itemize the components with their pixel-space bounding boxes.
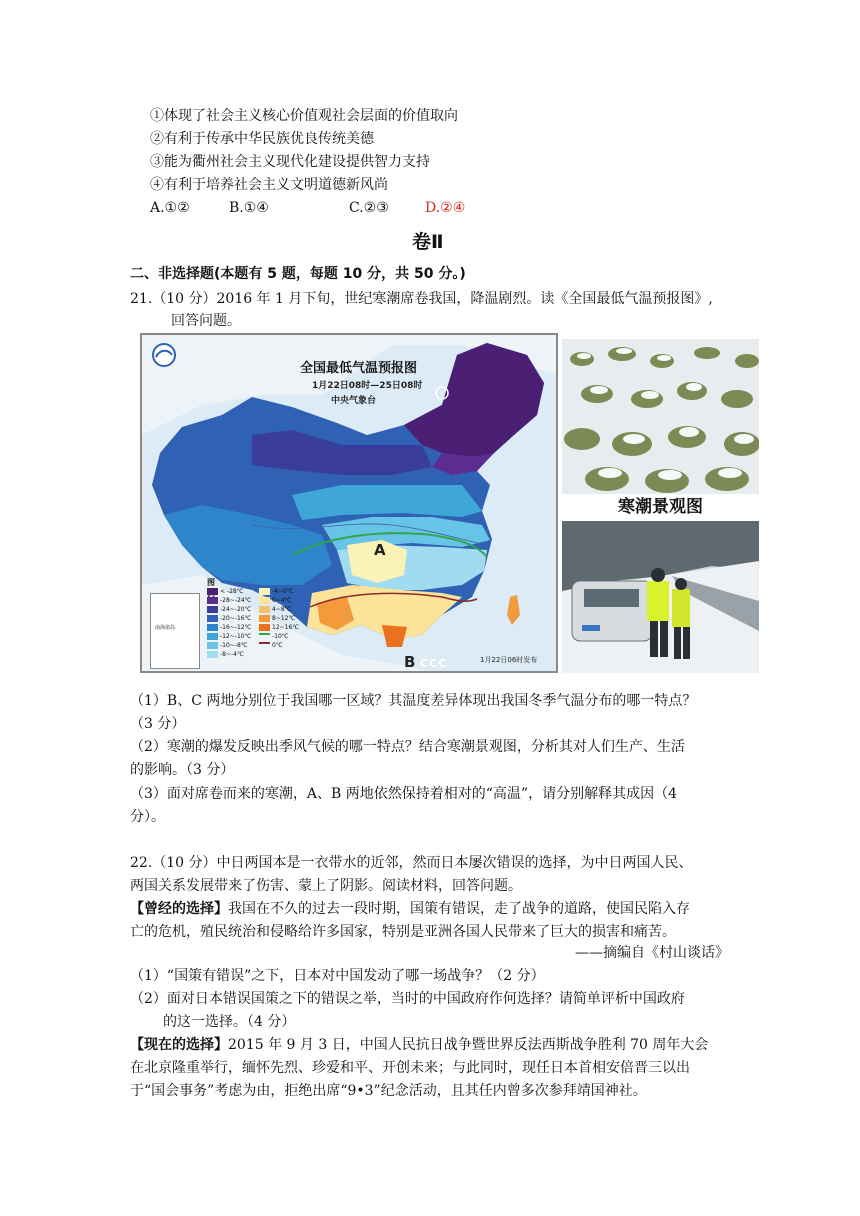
legend-item — [207, 606, 251, 614]
legend-line-swatch — [259, 633, 270, 635]
legend-item — [259, 606, 291, 614]
legend-label: -16~-12℃ — [220, 624, 252, 631]
option-3: ③能为衢州社会主义现代化建设提供智力支持 — [150, 154, 430, 170]
legend-color-swatch — [207, 642, 218, 649]
map-title: 全国最低气温预报图 — [300, 361, 418, 376]
q22-material1-line1 — [130, 899, 690, 919]
q21-sub2-line1: （2）寒潮的爆发反映出季风气候的哪一特点？结合寒潮景观图，分析其对人们生产、生活 — [130, 739, 685, 755]
option-4: ④有利于培养社会主义文明道德新风尚 — [150, 177, 388, 193]
q22-intro-line2: 两国关系发展带来了伤害、蒙上了阴影。阅读材料，回答问题。 — [130, 878, 522, 894]
legend-item — [259, 624, 299, 632]
legend-color-swatch — [207, 633, 218, 640]
legend-color-swatch — [259, 588, 270, 595]
q21-sub1-line2: （3 分） — [130, 716, 186, 732]
legend-item — [207, 633, 251, 641]
legend-label: -10~-8℃ — [220, 642, 248, 649]
legend-label: -10℃ — [272, 633, 289, 640]
material2-tag: 【现在的选择】 — [130, 1037, 228, 1053]
legend-color-swatch — [207, 624, 218, 631]
option-2: ②有利于传承中华民族优良传统美德 — [150, 131, 374, 147]
legend-item — [207, 588, 243, 596]
map-label-b: B — [404, 653, 416, 671]
q22-material2-line3: 于“国会事务”考虑为由，拒绝出席“9•3”纪念活动，且其任内曾多次参拜靖国神社。 — [130, 1083, 647, 1099]
south-china-sea-inset — [150, 593, 200, 669]
q21-sub1-line1: （1）B、C 两地分别位于我国哪一区域？其温度差异体现出我国冬季气温分布的哪一特点？ — [130, 693, 697, 709]
legend-item — [207, 642, 248, 650]
legend-item — [207, 615, 251, 623]
legend-label: < -28℃ — [220, 588, 244, 595]
volume-title: 卷Ⅱ — [412, 231, 444, 253]
legend-label: -12~-10℃ — [220, 633, 252, 640]
q21-sub2-line2: 的影响。（3 分） — [130, 762, 235, 778]
legend-color-swatch — [207, 615, 218, 622]
choice-a: A.①② — [150, 200, 190, 216]
legend-label: 12~16℃ — [272, 624, 300, 631]
legend-label: 0~4℃ — [272, 597, 292, 604]
legend-item — [259, 633, 289, 641]
legend-color-swatch — [207, 606, 218, 613]
temperature-forecast-map — [140, 333, 558, 673]
legend-label: -20~-16℃ — [220, 615, 252, 622]
q22-material2-line2: 在北京隆重举行，缅怀先烈、珍爱和平、开创未来；与此同时，现任日本首相安倍晋三以出 — [130, 1060, 690, 1076]
q22-material1-source: ——摘编自《村山谈话》 — [575, 945, 729, 961]
legend-item — [259, 642, 283, 650]
legend-color-swatch — [259, 624, 270, 631]
legend-item — [207, 597, 251, 605]
legend-color-swatch — [259, 597, 270, 604]
legend-title: 图 — [207, 578, 215, 587]
snow-covered-crops-photo — [562, 339, 759, 494]
inset-label: 南海诸岛 — [155, 625, 176, 631]
legend-color-swatch — [259, 606, 270, 613]
choice-d-answer: D.②④ — [425, 200, 466, 216]
legend-label: 0℃ — [272, 642, 283, 649]
q22-sub2-line1: （2）面对日本错误国策之下的错误之举，当时的中国政府作何选择？请简单评析中国政府 — [130, 991, 685, 1007]
legend-item — [207, 624, 251, 632]
photo-caption: 寒潮景观图 — [562, 494, 759, 521]
legend-item — [259, 588, 294, 596]
option-1: ①体现了社会主义核心价值观社会层面的价值取向 — [150, 108, 458, 124]
legend-label: -24~-20℃ — [220, 606, 252, 613]
material2-text: 2015 年 9 月 3 日，中国人民抗日战争暨世界反法西斯战争胜利 70 周年大会 — [228, 1037, 709, 1053]
q21-sub3-line1: （3）面对席卷而来的寒潮，A、B 两地依然保持着相对的“高温”，请分别解释其成因（4 — [130, 786, 677, 802]
legend-color-swatch — [207, 651, 218, 658]
legend-color-swatch — [259, 615, 270, 622]
choice-b: B.①④ — [229, 200, 269, 216]
legend-item — [207, 651, 244, 659]
q22-material2-line1 — [130, 1035, 708, 1055]
choice-c: C.②③ — [349, 200, 389, 216]
q21-sub3-line2: 分）。 — [130, 809, 165, 825]
legend-color-swatch — [207, 588, 218, 595]
material1-text: 我国在不久的过去一段时期，国策有错误，走了战争的道路，使国民陷入存 — [228, 901, 690, 917]
q22-sub1: （1）“国策有错误”之下，日本对中国发动了哪一场战争？（2 分） — [130, 968, 545, 984]
legend-label: 8~12℃ — [272, 615, 296, 622]
section-heading: 二、非选择题(本题有 5 题，每题 10 分，共 50 分。) — [130, 266, 466, 282]
q22-material1-line2: 亡的危机，殖民统治和侵略给许多国家，特别是亚洲各国人民带来了巨大的损害和痛苦。 — [130, 924, 676, 940]
map-label-a: A — [374, 541, 386, 559]
q22-intro-line1: 22.（10 分）中日两国本是一衣带水的近邻，然而日本屡次错误的选择，为中日两国人民、 — [130, 855, 693, 871]
legend-label: -28~-24℃ — [220, 597, 252, 604]
legend-item — [259, 597, 291, 605]
q21-intro-line2: 回答问题。 — [171, 313, 241, 329]
map-label-ccc: CCC — [420, 657, 448, 670]
material1-tag: 【曾经的选择】 — [130, 901, 228, 917]
legend-color-swatch — [207, 597, 218, 604]
map-issuer: 中央气象台 — [331, 396, 377, 406]
map-period: 1月22日08时—25日08时 — [312, 381, 423, 391]
legend-item — [259, 615, 295, 623]
map-release-time: 1月22日06时发布 — [480, 656, 538, 664]
legend-label: -4~0℃ — [272, 588, 294, 595]
legend-label: 4~8℃ — [272, 606, 292, 613]
q22-sub2-line2: 的这一选择。（4 分） — [163, 1014, 296, 1030]
snowy-road-police-photo — [562, 521, 759, 673]
q21-intro-line1: 21.（10 分）2016 年 1 月下旬，世纪寒潮席卷我国，降温剧烈。读《全国最低气温预报图》, — [130, 291, 713, 307]
legend-label: -8~-4℃ — [220, 651, 244, 658]
legend-line-swatch — [259, 642, 270, 644]
